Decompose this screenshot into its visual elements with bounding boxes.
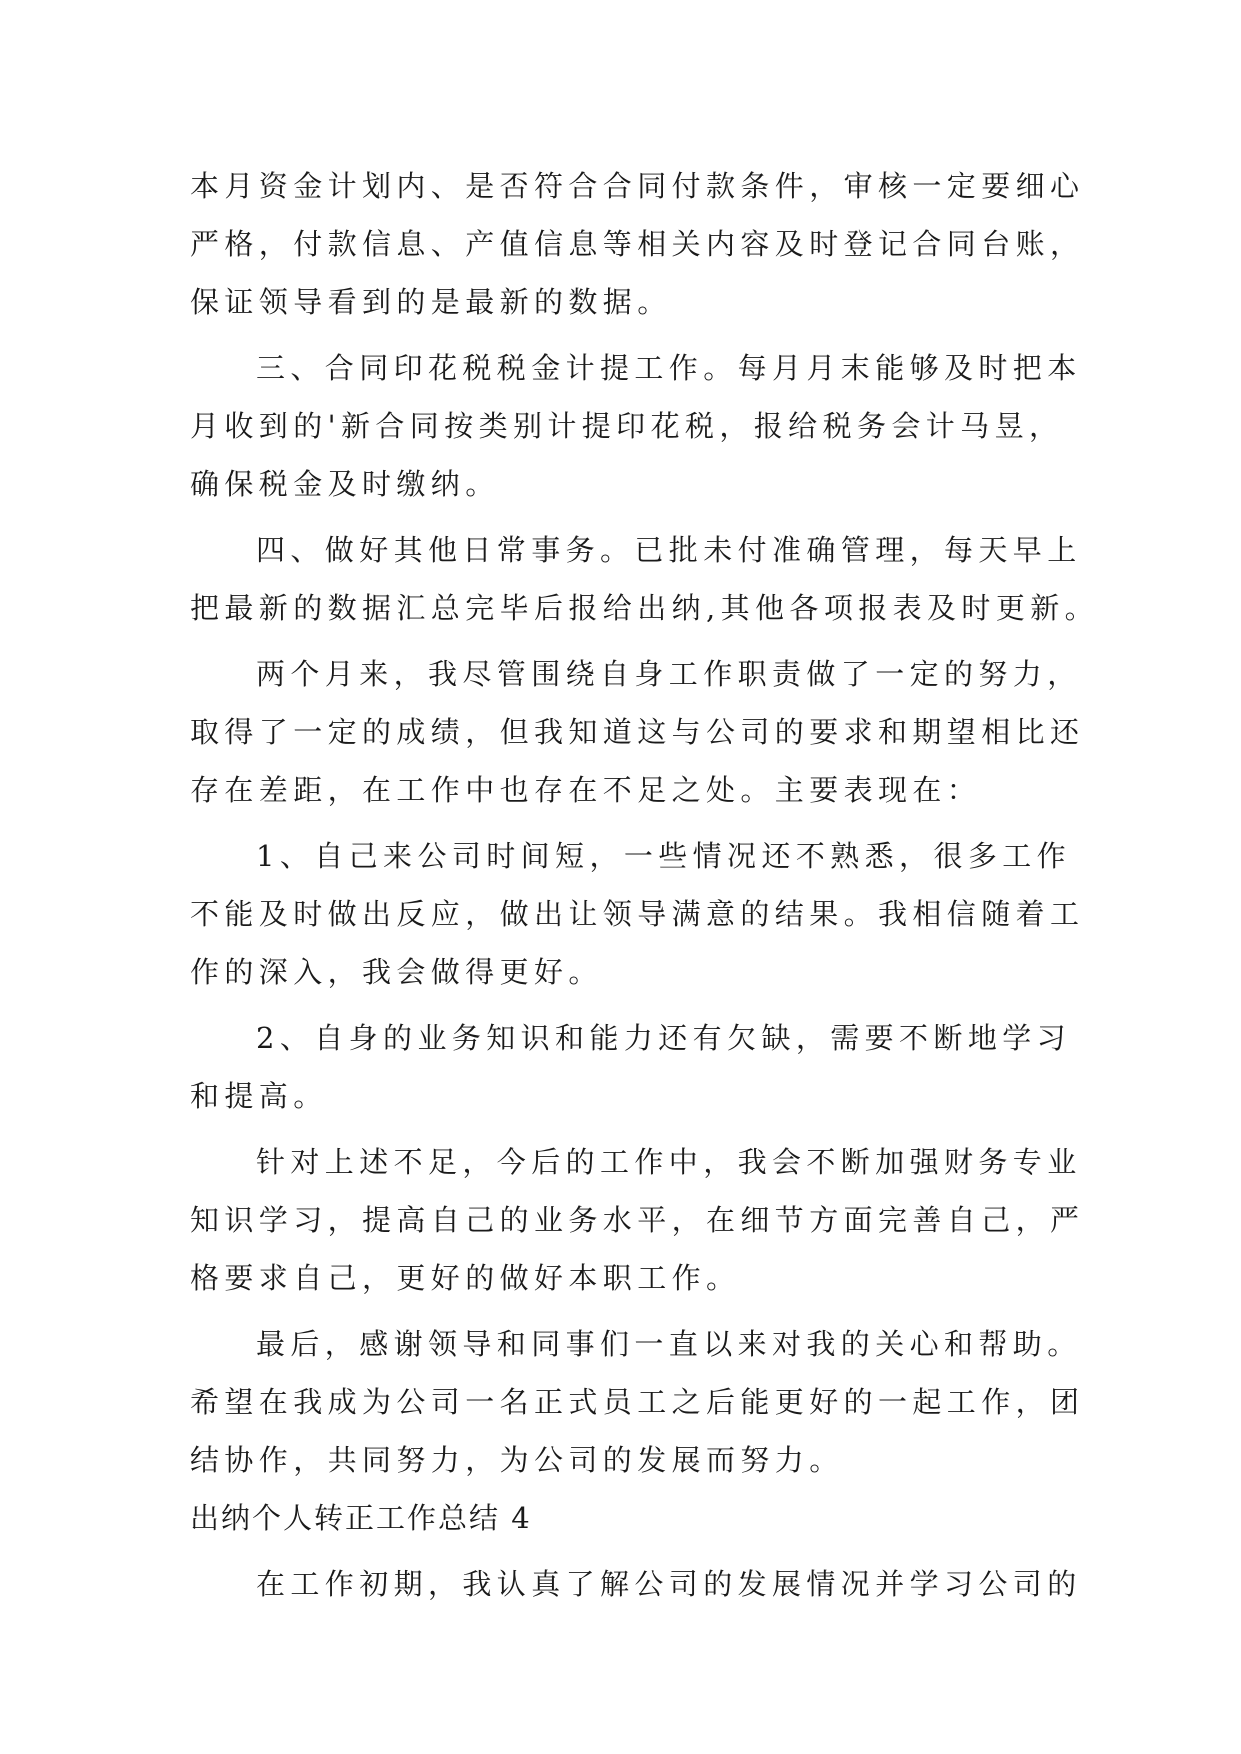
paragraph-line: 2、自身的业务知识和能力还有欠缺，需要不断地学习 bbox=[256, 1021, 1072, 1055]
document-body bbox=[190, 157, 1100, 1613]
paragraph-line: 四、做好其他日常事务。已批未付准确管理，每天早上 bbox=[256, 533, 1082, 567]
paragraph-line: 针对上述不足，今后的工作中，我会不断加强财务专业 bbox=[256, 1145, 1082, 1179]
paragraph-line: 1、自己来公司时间短，一些情况还不熟悉，很多工作 bbox=[256, 839, 1072, 873]
paragraph-line: 结协作，共同努力，为公司的发展而努力。 bbox=[190, 1443, 844, 1477]
paragraph-line: 月收到的'新合同按类别计提印花税，报给税务会计马昱， bbox=[190, 409, 1064, 443]
paragraph-line: 本月资金计划内、是否符合合同付款条件，审核一定要细心 bbox=[190, 169, 1085, 203]
paragraph-line: 希望在我成为公司一名正式员工之后能更好的一起工作，团 bbox=[190, 1385, 1085, 1419]
paragraph-line: 三、合同印花税税金计提工作。每月月末能够及时把本 bbox=[256, 351, 1082, 385]
paragraph-line: 知识学习，提高自己的业务水平，在细节方面完善自己，严 bbox=[190, 1203, 1085, 1237]
paragraph-line: 最后，感谢领导和同事们一直以来对我的关心和帮助。 bbox=[256, 1327, 1082, 1361]
paragraph-line: 和提高。 bbox=[190, 1079, 328, 1113]
paragraph-line: 存在差距，在工作中也存在不足之处。主要表现在： bbox=[190, 773, 982, 807]
paragraph-line: 保证领导看到的是最新的数据。 bbox=[190, 285, 672, 319]
paragraph-line: 取得了一定的成绩，但我知道这与公司的要求和期望相比还 bbox=[190, 715, 1085, 749]
paragraph-line: 严格，付款信息、产值信息等相关内容及时登记合同台账， bbox=[190, 227, 1085, 261]
paragraph-line: 确保税金及时缴纳。 bbox=[190, 467, 500, 501]
paragraph-line: 作的深入，我会做得更好。 bbox=[190, 955, 603, 989]
paragraph-line: 在工作初期，我认真了解公司的发展情况并学习公司的 bbox=[256, 1567, 1082, 1601]
paragraph-line: 把最新的数据汇总完毕后报给出纳,其他各项报表及时更新。 bbox=[190, 591, 1100, 625]
paragraph-line: 不能及时做出反应，做出让领导满意的结果。我相信随着工 bbox=[190, 897, 1085, 931]
paragraph-line: 两个月来，我尽管围绕自身工作职责做了一定的努力， bbox=[256, 657, 1082, 691]
section-heading: 出纳个人转正工作总结 4 bbox=[190, 1501, 532, 1535]
paragraph-line: 格要求自己，更好的做好本职工作。 bbox=[190, 1261, 741, 1295]
